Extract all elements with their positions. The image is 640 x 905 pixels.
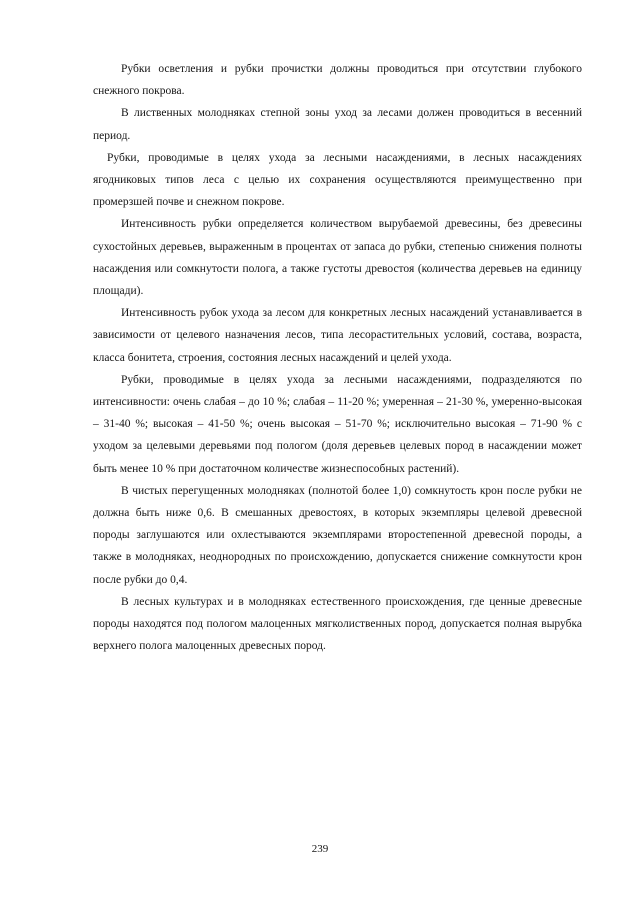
paragraph-1: Рубки осветления и рубки прочистки должны проводиться при отсутствии глубокого снежного покрова. (93, 63, 582, 98)
paragraph-5: Интенсивность рубок ухода за лесом для конкретных лесных насаждений устанавливается в зависимости от целевого назначения лесов, типа лесорастительных условий, состава, возраста, класса бонитета, строения, состояния лесных насаждений и целей ухода. (93, 307, 582, 364)
paragraph-3: Рубки, проводимые в целях ухода за лесными насаждениями, в лесных насаждениях ягодниковых типов леса с целью их сохранения осуществляются преимущественно при промерзшей почве и снежном покрове. (93, 151, 582, 209)
paragraph-8: В лесных культурах и в молодняках естественного происхождения, где ценные древесные породы находятся под пологом малоценных мягколиственных пород, допускается полная вырубка верхнего полога малоценных древесных пород. (93, 595, 582, 653)
page-number: 239 (311, 843, 329, 855)
paragraph-6: Рубки, проводимые в целях ухода за лесными насаждениями, подразделяются по интенсивности: очень слабая – до 10 %; слабая – 11-20 %; умеренная – 21-30 %, умеренно-высокая – 31-40 %; высокая – 41-50 %; очень высокая – 51-70 %; исключительно высокая – 71-90 % с уходом за целевыми деревьями под пологом (доля деревьев целевых пород в насаждении может быть менее 10 % при достаточном количестве жизнеспособных растений). (93, 373, 582, 475)
body-text (93, 58, 582, 657)
paragraph-2: В лиственных молодняках степной зоны уход за лесами должен проводиться в весенний период. (93, 107, 582, 142)
paragraph-7: В чистых перегущенных молодняках (полнотой более 1,0) сомкнутость крон после рубки не должна быть ниже 0,6. В смешанных древостоях, в которых экземпляры целевой древесной породы заглушаются или охлестываются экземплярами второстепенной древесной породы, а также в молодняках, неоднородных по происхождению, допускается снижение сомкнутости крон после рубки до 0,4. (93, 484, 582, 586)
paragraph-4: Интенсивность рубки определяется количеством вырубаемой древесины, без древесины сухостойных деревьев, выраженным в процентах от запаса до рубки, степенью снижения полноты насаждения или сомкнутости полога, а также густоты древостоя (количества деревьев на единицу площади). (93, 218, 582, 298)
